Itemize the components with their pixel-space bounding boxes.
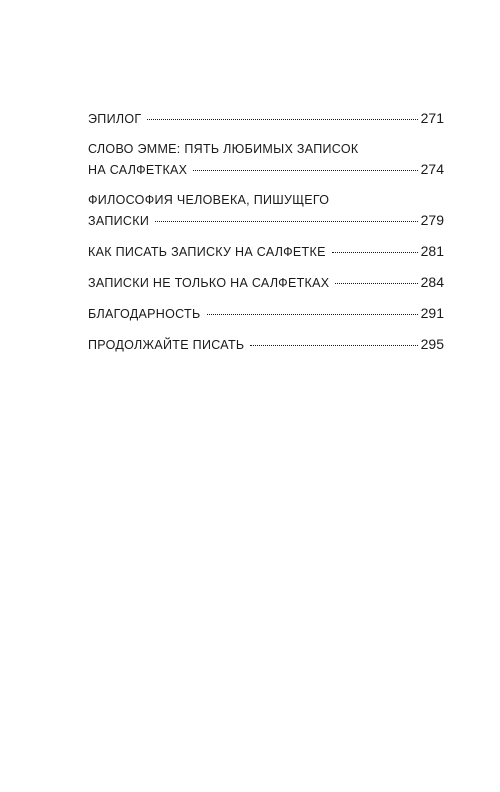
toc-page-number: 295: [420, 336, 444, 352]
toc-entry-title: ПРОДОЛЖАЙТЕ ПИСАТЬ: [88, 338, 245, 352]
dot-leader: [335, 283, 417, 284]
toc-entry-title: ЗАПИСКИ НЕ ТОЛЬКО НА САЛФЕТКАХ: [88, 276, 330, 290]
toc-page-number: 274: [420, 161, 444, 177]
toc-entry-title: ЭПИЛОГ: [88, 112, 142, 126]
toc-page-number: 281: [420, 243, 444, 259]
toc-entry-title-continued: ЗАПИСКИ: [88, 214, 150, 228]
toc-entry-word-to-emma: [88, 139, 444, 180]
toc-page-number: 291: [420, 305, 444, 321]
toc-entry-philosophy: [88, 190, 444, 231]
dot-leader: [332, 252, 418, 253]
toc-entry-keep-writing: [88, 334, 444, 355]
dot-leader: [193, 170, 417, 171]
toc-entry-title: КАК ПИСАТЬ ЗАПИСКУ НА САЛФЕТКЕ: [88, 245, 326, 259]
toc-entry-not-only-napkins: [88, 272, 444, 293]
toc-page-number: 284: [420, 274, 444, 290]
toc-entry-title: БЛАГОДАРНОСТЬ: [88, 307, 201, 321]
toc-entry-title-continued: НА САЛФЕТКАХ: [88, 163, 188, 177]
dot-leader: [207, 314, 418, 315]
table-of-contents: [88, 108, 444, 365]
dot-leader: [155, 221, 418, 222]
toc-entry-title: ФИЛОСОФИЯ ЧЕЛОВЕКА, ПИШУЩЕГО: [88, 193, 330, 207]
dot-leader: [250, 345, 417, 346]
dot-leader: [147, 119, 417, 120]
toc-entry-how-to-write: [88, 241, 444, 262]
toc-entry-title: СЛОВО ЭММЕ: ПЯТЬ ЛЮБИМЫХ ЗАПИСОК: [88, 142, 359, 156]
toc-entry-acknowledgements: [88, 303, 444, 324]
toc-page-number: 271: [420, 110, 444, 126]
toc-page-number: 279: [420, 212, 444, 228]
toc-entry-epilogue: [88, 108, 444, 129]
